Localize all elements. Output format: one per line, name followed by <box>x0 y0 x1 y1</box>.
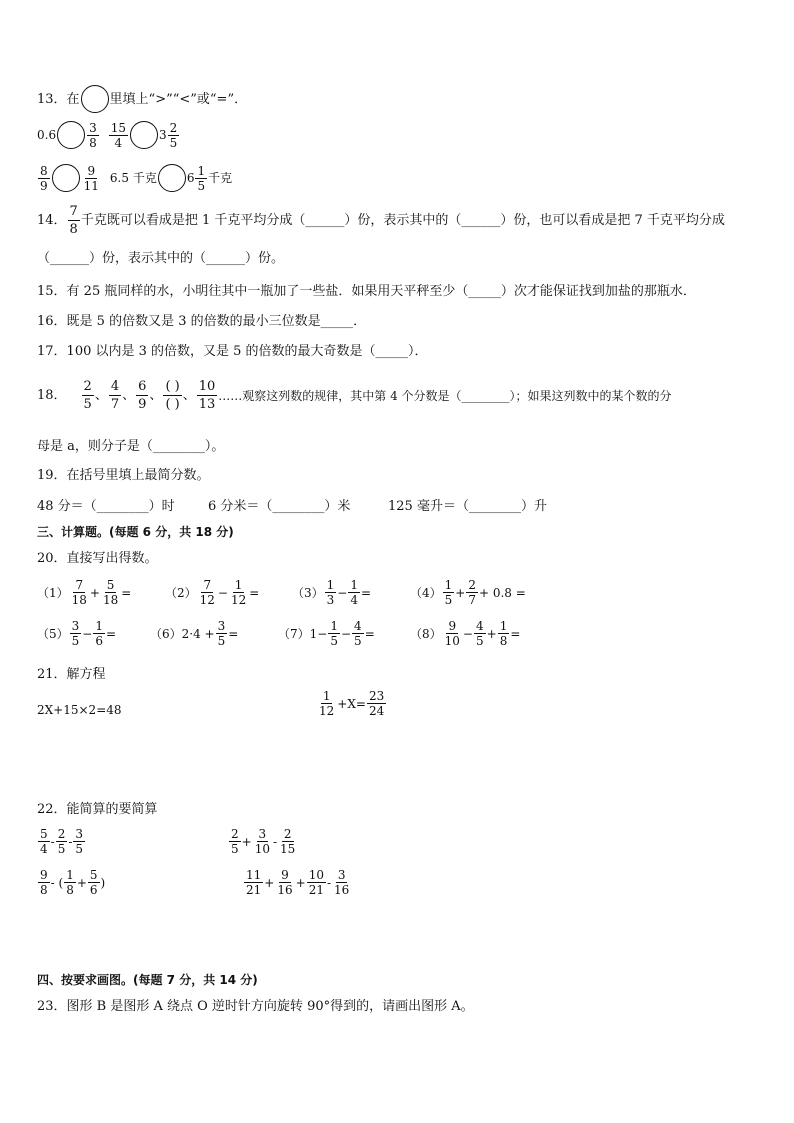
fraction: $\frac{10}{13}$ <box>198 379 216 412</box>
answer-circle[interactable] <box>158 164 186 192</box>
q18-line2: 母是 a，则分子是（________）。 <box>37 439 225 454</box>
fraction: $\frac{1}{5}$ <box>197 163 206 193</box>
calc-item-3: （3） $\frac{1}{3}$ − $\frac{1}{4}$ = <box>292 578 372 607</box>
number-text: 3 <box>159 128 167 142</box>
separator: 、 <box>122 388 136 403</box>
fraction: $\frac{2}{5}$ <box>169 120 178 150</box>
q20-stem: 20．直接写出得数。 <box>37 551 158 566</box>
q19-item-2: 6 分米＝（________）米 <box>208 499 351 514</box>
q13-row2 <box>37 164 232 192</box>
section-heading-4: 四、按要求画图。(每题 7 分，共 14 分) <box>37 973 258 987</box>
unit-text: 千克 <box>208 171 233 185</box>
fraction: $\frac{3}{8}$ <box>89 120 97 150</box>
calc-item-7: （7） 1− $\frac{1}{5}$ − $\frac{4}{5}$ = <box>278 619 375 648</box>
expression-4: $\frac{11}{21}$ + $\frac{9}{16}$ + $\frac{10}{21}$ - $\frac{3}{16}$ <box>246 868 350 897</box>
answer-circle[interactable] <box>81 85 109 113</box>
q23-text: 23．图形 B 是图形 A 绕点 O 逆时针方向旋转 90°得到的，请画出图形 A。 <box>37 999 474 1014</box>
calc-item-1: （1） $\frac{7}{18}$ + $\frac{5}{18}$ = <box>37 578 132 607</box>
expression-2: $\frac{2}{5}$ + $\frac{3}{10}$ - $\frac{2}{15}$ <box>231 827 296 856</box>
fraction: $\frac{6}{9}$ <box>138 379 147 412</box>
calc-item-2: （2） $\frac{7}{12}$ − $\frac{1}{12}$ = <box>165 578 260 607</box>
fraction: $\frac{9}{11}$ <box>83 163 99 193</box>
separator: 、 <box>149 388 163 403</box>
q15-text: 15．有 25 瓶同样的水，小明往其中一瓶加了一些盐．如果用天平秤至少（_____）次才能保证找到加盐的那瓶水． <box>37 284 696 299</box>
q18-text: ……观察这列数的规律，其中第 4 个分数是（________）；如果这列数中的某个数的分 <box>218 388 672 403</box>
q13-stem-text: 13．在 <box>37 91 80 107</box>
answer-circle[interactable] <box>57 121 85 149</box>
q22-stem: 22．能简算的要简算 <box>37 802 158 817</box>
fraction: $\frac{2}{5}$ <box>83 379 92 412</box>
separator: 、 <box>182 388 196 403</box>
section-heading-3: 三、计算题。(每题 6 分，共 18 分) <box>37 525 234 539</box>
fraction: $\frac{15}{4}$ <box>110 120 127 150</box>
fraction: $\frac{7}{8}$ <box>69 204 78 237</box>
calc-item-6: （6） 2·4 + $\frac{3}{5}$ = <box>150 619 239 648</box>
separator: 、 <box>94 388 108 403</box>
fraction-blank[interactable]: $\frac{( )}{( )}$ <box>165 379 180 412</box>
equation-2: $\frac{1}{12}$ +X= $\frac{23}{24}$ <box>319 689 385 718</box>
expression-1: $\frac{5}{4}$ - $\frac{2}{5}$ - $\frac{3}{5}$ <box>40 827 84 856</box>
fraction: $\frac{4}{7}$ <box>110 379 120 412</box>
equation-1: 2X+15×2=48 <box>37 703 122 717</box>
q18-line1 <box>37 380 672 411</box>
q19-item-1: 48 分＝（________）时 <box>37 499 175 514</box>
answer-circle[interactable] <box>130 121 158 149</box>
number-text: 6 <box>186 171 195 185</box>
q21-stem: 21．解方程 <box>37 667 106 682</box>
calc-item-5: （5） $\frac{3}{5}$ − $\frac{1}{6}$ = <box>37 619 117 648</box>
question-number: 14． <box>37 213 67 228</box>
question-number: 18． <box>37 388 67 403</box>
q14-line1 <box>37 205 725 236</box>
weight-text: 6.5 千克 <box>109 171 157 185</box>
q17-text: 17．100 以内是 3 的倍数，又是 5 的倍数的最大奇数是（_____）． <box>37 344 428 359</box>
q14-text: 千克既可以看成是把 1 千克平均分成（______）份，表示其中的（______）份，也可以看成是把 7 千克平均分成 <box>80 213 725 228</box>
q19-item-3: 125 毫升＝（________）升 <box>388 499 547 514</box>
expression-3: $\frac{9}{8}$ - ( $\frac{1}{8}$ + $\frac{5}{6}$ ) <box>40 868 106 897</box>
q13-stem <box>37 85 247 113</box>
number-text: 0.6 <box>37 128 57 142</box>
q14-line2: （______）份，表示其中的（______）份。 <box>37 251 285 266</box>
q16-text: 16．既是 5 的倍数又是 3 的倍数的最小三位数是_____． <box>37 314 367 329</box>
calc-item-4: （4） $\frac{1}{5}$ + $\frac{2}{7}$ + 0.8 = <box>410 578 526 607</box>
q13-stem-tail: 里填上“>”“<”或“=”． <box>109 91 248 107</box>
q13-row1 <box>37 121 180 149</box>
answer-circle[interactable] <box>52 164 80 192</box>
q19-stem: 19．在括号里填上最简分数。 <box>37 468 210 483</box>
fraction: $\frac{8}{9}$ <box>40 163 48 193</box>
calc-item-8: （8） $\frac{9}{10}$ − $\frac{4}{5}$ + $\frac{1}{8}$ = <box>410 619 521 648</box>
